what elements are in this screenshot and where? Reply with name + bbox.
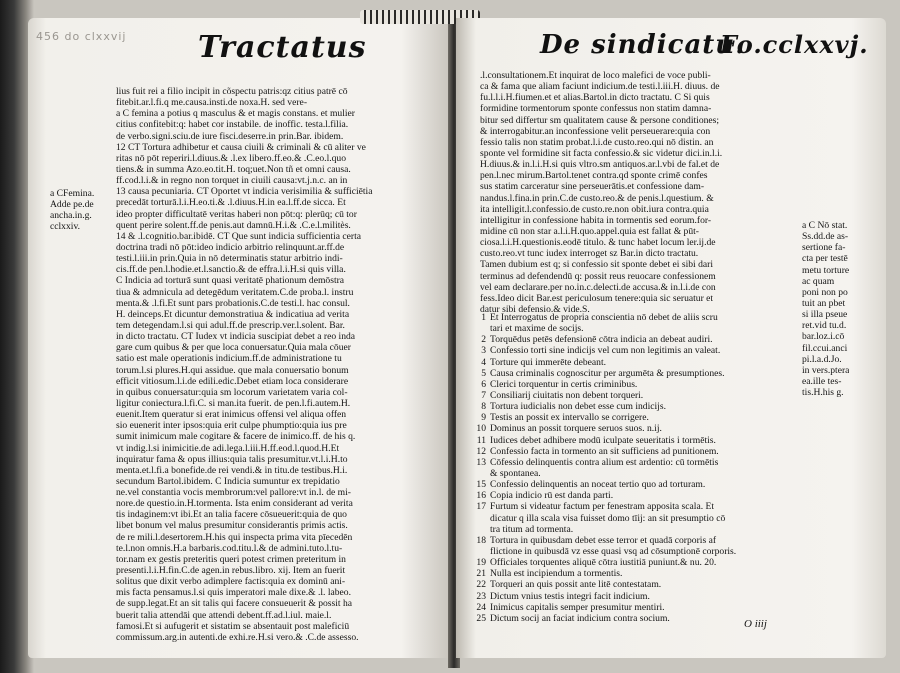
index-item (470, 579, 810, 590)
text-line: commissum.arg.in autenti.de exhi.re.H.si vero.& .C.de assesso. (116, 631, 359, 643)
index-text: Nulla est incipiendum a tormentis. (490, 568, 623, 580)
right-page (456, 18, 886, 658)
pencil-annotation: 456 do clxxvij (36, 30, 127, 43)
index-text: Confessio torti sine indicijs vel cum non legitimis an valeat. (490, 345, 721, 357)
margin-note-line: ret.vid tu.d. (802, 320, 847, 332)
margin-note-line: Adde pe.de (50, 199, 94, 211)
index-number: 22 (476, 579, 486, 591)
index-text: Furtum si videatur factum per fenestram apposita scala. Et (490, 501, 715, 513)
text-line: tor.nam ex gestis preteritis queri potest crimen preteritum in (116, 553, 346, 565)
index-item (470, 468, 810, 479)
text-line: doctrina tradi nō pōt:ideo indicio arbitrio relinquunt.ar.ff.de (116, 241, 345, 253)
text-line: pen.l.nec mirum.Bartol.tenet contra.qd sponte crimē confes (480, 170, 708, 182)
index-item (470, 557, 810, 568)
text-line: tiens.& in summa Azo.eo.tit.H. toq;uet.Non tñ et omni causa. (116, 163, 351, 175)
text-line: cis.ff.de pen.l.hodie.et.l.sanctio.& de effra.l.i.H.si quis villa. (116, 264, 346, 276)
index-item (470, 535, 810, 546)
margin-note-line: cclxxiv. (50, 221, 81, 233)
text-line: sponte vel formidine sit facta confessio.& sic videtur dici.in.l.i. (480, 147, 723, 159)
index-item (470, 568, 810, 579)
text-line: secundum Bartol.ibidem. C Indicia sumuntur ex trepidatio (116, 475, 340, 487)
text-line: ritas nō pōt reperiri.l.diuus.& .l.ex libero.ff.eo.& .C.eo.l.quo (116, 152, 347, 164)
index-text: Cōfessio delinquentis contra alium est ardentio: cū tormētis (490, 456, 719, 468)
running-head-right-title: De sindicatu. (540, 30, 746, 60)
index-number: 21 (476, 568, 486, 580)
signature-mark: O iiij (744, 618, 767, 630)
index-number: 7 (481, 389, 486, 401)
text-line: menta.et.l.fi.a bonefide.de rei vendi.& in titu.de testibus.H.i. (116, 464, 348, 476)
index-text: Torqueri an quis possit ante litē contestatam. (490, 579, 662, 591)
index-item (470, 490, 810, 501)
margin-note-line: metu torture (802, 264, 850, 276)
text-line: de verbo.signi.sciu.de iure fisci.deserre.in prin.Bar. ibidem. (116, 130, 344, 142)
index-number: 4 (481, 356, 486, 368)
text-line: sus statim carceratur sine perseuerātis.et confessione dam- (480, 181, 705, 193)
text-line: solitus que dixit verbo adimplere factis:quia ex dominū ani- (116, 576, 346, 588)
index-number: 5 (481, 367, 486, 379)
text-line: C Indicia ad torturā sunt quasi veritatē phationum demōstra (116, 275, 345, 287)
margin-note-line: ac quam (802, 275, 835, 287)
index-text: Clerici torquentur in certis criminibus. (490, 378, 638, 390)
text-line: fitebit.ar.l.fi.q me.causa.insti.de noxa.H. sed vere- (116, 97, 308, 109)
text-line: presenti.l.i.H.fin.C.de agen.in rebus.libro. xij. Item an fuerit (116, 565, 346, 577)
text-line: mis facta pensamus.l.si quis imperatori male dixe.& .l. labeo. (116, 587, 351, 599)
margin-note-line: pi.l.a.d.Jo. (802, 353, 842, 365)
text-line: gare cum quibus & per que loca conuersatur.Quia mala cōuer (116, 342, 351, 354)
index-text: Officiales torquentes aliquē cōtra iustitiā puniunt.& nu. 20. (490, 557, 717, 569)
margin-note-line: a C Nō stat. (802, 220, 848, 231)
text-line: nore.de questio.in.H.tormenta. Ista enim considerant ad verita (116, 498, 353, 510)
margin-note-line: ancha.in.g. (50, 210, 92, 222)
index-number: 24 (476, 601, 486, 613)
margin-note-line: sertione fa- (802, 242, 846, 254)
text-line: intelligitur in confessione habita in tormentis sed eorum.for- (480, 214, 712, 226)
index-item (470, 602, 810, 613)
index-number: 18 (476, 534, 486, 546)
index-number: 17 (476, 501, 486, 513)
running-head-left: Tractatus (198, 30, 367, 65)
text-line: custo.reo.vt tunc iudex interroget sz Bar.in dicto tractatu. (480, 248, 699, 260)
index-text: Dictum vnius testis integri facit indicium. (490, 590, 650, 602)
margin-note-line: bar.loz.i.cō (802, 331, 845, 343)
text-line: sumit inimicum male cogitare & facere de inimico.ff. de his q. (116, 431, 356, 443)
margin-note-line: in vers.ptera (802, 364, 850, 376)
index-number: 25 (476, 612, 486, 624)
index-number: 16 (476, 490, 486, 502)
index-text: Dictum socij an faciat indicium contra socium. (490, 612, 670, 624)
index-number: 23 (476, 590, 486, 602)
index-item (470, 312, 810, 323)
index-item (470, 435, 810, 446)
index-item (470, 423, 810, 434)
index-number: 15 (476, 479, 486, 491)
index-text: Torture qui immerēte debeant. (490, 356, 607, 368)
margin-note-line: Ss.dd.de as- (802, 231, 849, 243)
index-number: 12 (476, 445, 486, 457)
index-text: Tortura in quibusdam debet esse terror et quadā corporis af (490, 534, 717, 546)
index-item (470, 345, 810, 356)
text-line: fu.l.l.i.H.fiumen.et et alias.Bartol.in dicto tractatu. C Si quis (480, 92, 710, 104)
text-line: vel eam declarare.per no.in.c.delecti.de accusa.& in.l.i.de con (480, 281, 716, 293)
text-line: bitur sed differtur sm qualitatem cause & persone conditiones; (480, 114, 720, 126)
index-item (470, 368, 810, 379)
text-line: 12 CT Tortura adhibetur et causa ciuili & criminali & cū aliter ve (116, 141, 366, 153)
text-line: ita intelligit.l.confessio.de custo.re.non obit.iura contra.quia (480, 203, 709, 215)
index-item (470, 334, 810, 345)
index-text: Testis an possit ex intervallo se corrigere. (490, 412, 649, 424)
text-line: ff.cod.l.i.& in regno non torquet in ciuili causa:vt.j.n.c. an in (116, 175, 348, 187)
text-line: midine cū non star a.l.i.H.quo.appel.quia est fallat & pūt- (480, 225, 700, 237)
text-line: 14 & .l.cognitio.bar.ibidē. CT Que sunt indicia sufficientia certa (116, 230, 362, 242)
index-item (470, 591, 810, 602)
index-item (470, 390, 810, 401)
index-number: 10 (476, 423, 486, 435)
index-item (470, 357, 810, 368)
text-line: satio est male operationis indicium.ff.de administratione tu (116, 353, 342, 365)
text-line: & interrogabitur.an inconfessione velit perseuerare:quia con (480, 125, 711, 137)
folio-number: Fo.cclxxvj. (720, 30, 869, 59)
margin-note-line: a CFemina. (50, 188, 95, 199)
left-margin-note (50, 188, 94, 233)
text-line: sio euenerit inter ipsos:quia erit culpe phumptio:quia ius pre (116, 420, 347, 432)
text-line: 13 causa pecuniaria. CT Oportet vt indicia verisimilia & sufficiētia (116, 186, 373, 198)
text-line: fessio talis non statim probat.l.i.de custo.reo.qui nō distin. an (480, 136, 714, 148)
index-number: 11 (476, 434, 486, 446)
margin-note-line: poni non po (802, 286, 848, 298)
index-text: Torquēdus petēs defensionē cōtra indicia an debeat audiri. (490, 334, 713, 346)
index-item-continuation: flictione in quibusdā vz esse quasi vsq ad cōsumptionē corporis. (490, 545, 737, 557)
text-line: vt indig.l.si inimicitie.de adi.lega.l.iii.H.ff.eod.l.quod.H.Et (116, 442, 340, 454)
index-text: Tortura iudicialis non debet esse cum indicijs. (490, 401, 666, 413)
left-body-text (116, 86, 446, 643)
index-text: Et Interrogatus de propria conscientia nō debet de aliis scru (490, 312, 718, 323)
text-line: famosi.Et si aufugerit et sistatim se absentauit post maleficiū (116, 620, 350, 632)
index-text: Confessio delinquentis an noceat tertio quo ad torturam. (490, 479, 706, 491)
text-line: quent perire solent.ff.de penis.aut damnū.H.i.& .C.e.l.militès. (116, 219, 351, 231)
text-line: in dicto tractatu. CT Iudex vt indicia suscipiat debet a reo inda (116, 331, 356, 343)
index-text: Consiliarij ciuitatis non debent torqueri. (490, 389, 644, 401)
index-item-continuation: tari et maxime de socijs. (490, 323, 584, 335)
index-number: 9 (481, 412, 486, 424)
index-item (470, 501, 810, 512)
text-line: buerit talia attendāi que attendi debent.ff.ad.l.iul. maie.l. (116, 609, 332, 621)
index-item-continuation: tra titum ad tormenta. (490, 523, 574, 535)
index-item-continuation: dicatur q illa scala visa fuisset domo tīij: an sit presumptio cō (490, 512, 726, 524)
text-line: testi.l.iii.in prin.Quia in nō determinatis statur arbitrio indi- (116, 253, 343, 265)
index-text: Iudices debet adhibere modū iculpate seueritatis i tormētis. (490, 434, 716, 446)
text-line: ca & fama que aliam faciunt indicium.de testi.l.iii.H. diuus. de (480, 81, 720, 93)
text-line: ideo propter difficultatē veritas haberi non pōt:q: plerūq; cū tor (116, 208, 357, 220)
right-body-text (480, 70, 802, 315)
index-text: Inimicus capitalis semper presumitur mentiri. (490, 601, 665, 613)
margin-note-line: fil.ccui.anci (802, 342, 848, 354)
index-item (470, 479, 810, 490)
text-line: tis indaginem:vt ibi.Et an talia facere cōsueuerit:quia de quo (116, 509, 347, 521)
text-line: menta.& .l.fi.Et sunt pars probationis.C.de testi.l. hac consul. (116, 297, 350, 309)
index-item (470, 457, 810, 468)
text-line: fess.Ideo dicit Bar.est periculosum tenere:quia sic seruatur et (480, 292, 714, 304)
text-line: Tamen dubium est q; si confessio sit sponte debet ei sibi dari (480, 259, 714, 271)
text-line: in quibus conuersatur:quia sm locorum varietatem varia col- (116, 386, 348, 398)
margin-note-line: cta per testē (802, 253, 848, 265)
text-line: .l.consultationem.Et inquirat de loco malefici de voce publi- (480, 70, 711, 81)
text-line: citius confitebit:q: habet cor instabile. de inoffic. testa.l.filia. (116, 119, 349, 131)
index-number: 1 (481, 312, 486, 323)
text-line: nandus.l.fina.in prin.C.de custo.reo.& de penis.l.questium. & (480, 192, 714, 204)
text-line: ciosa.l.i.H.questionis.eodē titulo. & tunc habet locum ler.ij.de (480, 237, 716, 249)
text-line: formidine tormentorum sponte confessus non statim damna- (480, 103, 712, 115)
margin-note-line: si illa pseue (802, 309, 848, 321)
text-line: de re mili.l.desertorem.H.his qui inspecta prima vita pīecedēn (116, 531, 353, 543)
text-line: terminus ad defendendū q: possit reus reuocare confessionem (480, 270, 716, 282)
text-line: ligitur coniectura.l.fi.C. si man.ita fuerit. de pen.l.fi.autem.H. (116, 397, 351, 409)
text-line: libet bonum vel malus presumitur considerantis primis actis. (116, 520, 348, 532)
text-line: tiua & admnicula ad detegēdum veritatem.C.de proba.l. instru (116, 286, 354, 298)
index-item (470, 446, 810, 457)
index-text: Copia indicio rū est danda parti. (490, 490, 614, 502)
index-item (470, 412, 810, 423)
index-text: Causa criminalis cognoscitur per argumēta & presumptiones. (490, 367, 725, 379)
index-text: & spontanea. (490, 467, 541, 479)
index-text: Confessio facta in tormento an sit sufficiens ad punitionem. (490, 445, 719, 457)
index-item (470, 401, 810, 412)
text-line: H. deinceps.Et dicuntur demonstratiua & indicatiua ad verita (116, 308, 350, 320)
text-line: euenit.Item queratur si erat inimicus offensi vel aliqua offen (116, 409, 347, 421)
index-number: 6 (481, 378, 486, 390)
left-page (28, 18, 452, 658)
index-item (470, 379, 810, 390)
text-line: lius fuit rei a filio incipit in cõspectu patris:qz citius patrē cō (116, 86, 348, 97)
index-number: 3 (481, 345, 486, 357)
margin-note-line: ea.ille tes- (802, 375, 842, 387)
text-line: a C femina a potius q masculus & et magis constans. et mulier (116, 108, 355, 120)
text-line: ne.vel constantia vocis membrorum:vel pallore:vt in.l. de mi- (116, 487, 351, 499)
index-number: 2 (481, 334, 486, 346)
text-line: precedāt torturā.l.i.H.eo.ti.& .l.diuus.H.in ea.l.ff.de sicca. Et (116, 197, 346, 209)
text-line: torum.l.si plures.H.qui assidue. que mala conuersatio bonum (116, 364, 349, 376)
text-line: de supp.legat.Et an sit talis qui facere consueuerit & possit ha (116, 598, 353, 610)
text-line: inquiratur fama & opus illius:quia talis presumitur.vt.l.i.H.to (116, 453, 348, 465)
text-line: efficit vitiosum.l.i.de edili.edic.Debet etiam loca considerare (116, 375, 349, 387)
text-line: te.l.non omnis.H.a barbaris.cod.titu.l.& de admini.tuto.l.tu- (116, 542, 343, 554)
text-line: H.diuus.& in.l.i.H.si quis vltro.sm antiquos.ar.l.vbi de fal.et de (480, 159, 720, 171)
index-number: 8 (481, 401, 486, 413)
margin-note-line: tis.H.his g. (802, 387, 844, 399)
index-number: 13 (476, 456, 486, 468)
text-line: datur sibi defensio.& vide.S. (480, 303, 590, 315)
index-number: 19 (476, 557, 486, 569)
index-text: Dominus an possit torquere seruos suos. n.ij. (490, 423, 662, 435)
summary-index-list (470, 312, 810, 624)
text-line: tem detegendam.l.si qui adul.ff.de prescrip.ver.l.solent. Bar. (116, 319, 345, 331)
margin-note-line: tuit an pbet (802, 297, 846, 309)
